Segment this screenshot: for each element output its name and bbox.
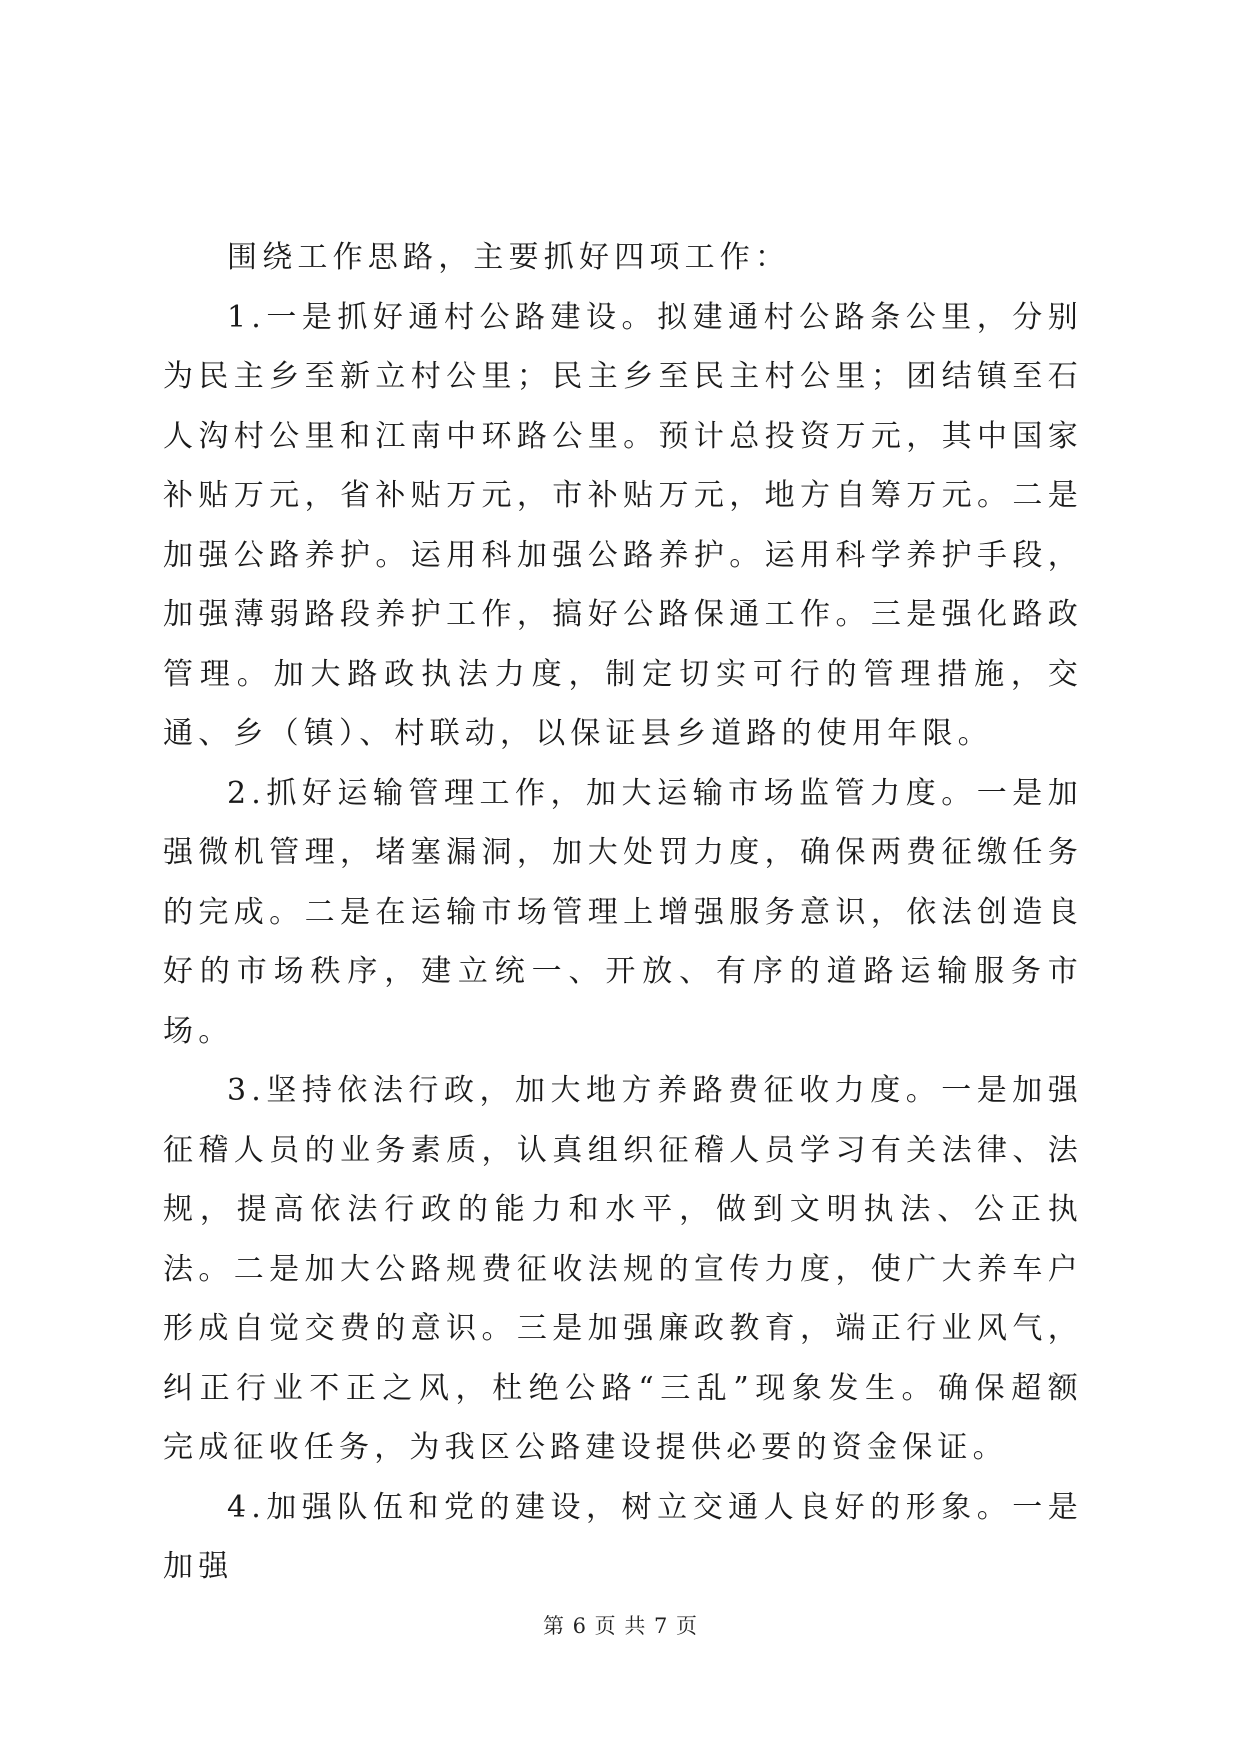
page-footer (0, 1610, 1241, 1640)
paragraph-item-3: 3.坚持依法行政，加大地方养路费征收力度。一是加强征稽人员的业务素质，认真组织征稽人员学习有关法律、法规，提高依法行政的能力和水平，做到文明执法、公正执法。二是加大公路规费征收法规的宣传力度，使广大养车户形成自觉交费的意识。三是加强廉政教育，端正行业风气，纠正行业不正之风，杜绝公路“三乱”现象发生。确保超额完成征收任务，为我区公路建设提供必要的资金保证。 (163, 1073, 1083, 1465)
page-number-label: 第 6 页 共 7 页 (542, 1614, 699, 1638)
document-body (163, 228, 1083, 1597)
paragraph-item-4: 4.加强队伍和党的建设，树立交通人良好的形象。一是加强 (163, 1489, 1083, 1584)
paragraph-item-2: 2.抓好运输管理工作，加大运输市场监管力度。一是加强微机管理，堵塞漏洞，加大处罚力度，确保两费征缴任务的完成。二是在运输市场管理上增强服务意识，依法创造良好的市场秩序，建立统一、开放、有序的道路运输服务市场。 (163, 775, 1083, 1049)
paragraph-intro: 围绕工作思路，主要抓好四项工作： (227, 240, 791, 275)
paragraph-item-1: 1.一是抓好通村公路建设。拟建通村公路条公里，分别为民主乡至新立村公里；民主乡至民主村公里；团结镇至石人沟村公里和江南中环路公里。预计总投资万元，其中国家补贴万元，省补贴万元，市补贴万元，地方自筹万元。二是加强公路养护。运用科加强公路养护。运用科学养护手段，加强薄弱路段养护工作，搞好公路保通工作。三是强化路政管理。加大路政执法力度，制定切实可行的管理措施，交通、乡（镇）、村联动，以保证县乡道路的使用年限。 (163, 299, 1083, 751)
